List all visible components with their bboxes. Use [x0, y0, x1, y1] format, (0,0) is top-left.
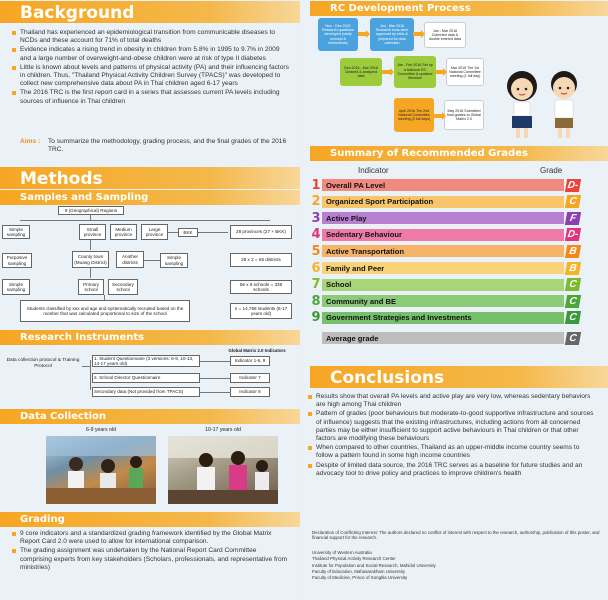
secondary-data-box: Secondary data (Not provided from TPACS)	[92, 387, 200, 397]
grade-letter: D-	[566, 179, 580, 191]
conclusions-header	[310, 366, 608, 388]
list-item: 9 core indicators and a standardized grading framework identified by the Global Matrix Report Card 2.0 were used to allow for international comparison.	[20, 530, 290, 546]
grade-letter: B	[565, 245, 581, 258]
list-item: When compared to other countries, Thailand as an upper-middle income country seems to follow a pattern found in some high income countries	[316, 444, 598, 460]
grade-letter: C	[565, 295, 581, 308]
aims-label: Aims :	[20, 138, 41, 145]
grading-title: Grading	[20, 514, 65, 525]
global-matrix-title: Global Matrix 2.0 Indicators	[228, 348, 286, 353]
grade-row	[310, 228, 580, 242]
indicator-number: 1	[311, 177, 321, 193]
background-title: Background	[20, 3, 135, 23]
grade-row	[310, 278, 580, 292]
affiliation: Thailand Physical Activity Research Center	[312, 556, 396, 562]
average-grade-row	[310, 331, 580, 345]
indicator-number: 3	[311, 210, 321, 226]
student-questionnaire-box: 1. Student Questionnaire (3 versions: 6-9, 10-13, 14-17 years old)	[92, 355, 200, 367]
another-districts-box: Another districts	[116, 251, 144, 268]
list-item: Pattern of grades (poor behaviours but moderate-to-good supportive infrastructure and sources of influence) suggests that the existing infrastructures, including actions from all concerned parties may be either insufficient to support active behaviours in Thai children or that other factors are modifying these behaviours	[316, 410, 598, 443]
grading-header	[0, 512, 300, 527]
affiliation: Institute for Population and Social Research, Mahidol University	[312, 562, 436, 568]
children-illustration	[494, 62, 594, 142]
step-bubble: Nov - Dec 2015 Research questions developed (study concept & instruments)	[318, 18, 358, 51]
indicator-label: School	[322, 279, 564, 291]
list-item: Little is known about levels and patterns of physical activity (PA) and their influencing factors in children. Thus, "Thailand Physical Activity Children Survey (TPACS)" was developed to collect new comprehensive data about PA in Thai children aged 6-17 years	[20, 63, 289, 88]
indicator-label: Overall PA Level	[322, 179, 564, 191]
secondary-school-box: Secondary school	[108, 279, 138, 295]
indicator-number: 4	[311, 227, 321, 243]
indicator-7-box: Indicator 7	[230, 373, 270, 383]
indicator-label: Organized Sport Participation	[322, 196, 564, 208]
grade-column-header: Grade	[540, 166, 563, 175]
simple-sampling-2-box: Simple sampling	[160, 253, 188, 268]
step-bubble: Jan - Mar 2016 Collected data & double entered data	[424, 22, 466, 48]
photo-students-icon	[168, 436, 278, 504]
affiliation: Faculty of Medicine, Prince of Songkla University	[312, 575, 408, 581]
step-bubble: April 2016 The 2nd National Committee meeting (2 full days)	[394, 98, 434, 132]
data-collection-title: Data Collection	[20, 411, 107, 422]
simple-sampling-box: Simple sampling	[2, 225, 30, 239]
indicator-label: Family and Peer	[322, 262, 564, 274]
grade-row	[310, 294, 580, 308]
students-n-box: n = 14,768 students (6-17 years old)	[230, 303, 292, 319]
indicator-number: 6	[311, 260, 321, 276]
indicator-label: Active Transportation	[322, 245, 564, 257]
indicator-number: 9	[311, 310, 321, 326]
indicator-8-box: Indicator 8	[230, 387, 270, 397]
conclusions-bullets	[296, 393, 608, 479]
affiliation: Faculty of Education, Mahasarakham University	[312, 568, 405, 574]
background-header	[0, 1, 300, 23]
photo-children-icon	[46, 436, 156, 504]
grade-letter: B	[565, 262, 581, 275]
grade-row	[310, 211, 580, 225]
aims	[20, 138, 300, 154]
average-label: Average grade	[322, 332, 564, 344]
rc-development-header	[310, 1, 608, 16]
grade-letter: C	[565, 195, 581, 208]
step-bubble: Jan - Mar 2016 Research tools were approved by ethic & prepared for data collection	[370, 18, 414, 51]
arrow-right-icon	[435, 68, 447, 76]
step-bubble: May 2016 Submitted final grades to Global Matrix 2.0	[444, 100, 484, 130]
girl-icon	[507, 71, 537, 138]
conclusions-title: Conclusions	[330, 368, 445, 388]
purposive-sampling-box: Purposive sampling	[2, 253, 32, 268]
left-column	[0, 0, 300, 600]
regions-box: 9 (Geographical) Regions	[58, 206, 124, 215]
affiliation: University of Western Australia	[312, 550, 372, 555]
indicator-column-header: Indicator	[358, 166, 389, 175]
grade-row	[310, 178, 580, 192]
indicator-number: 2	[311, 194, 321, 210]
methods-title: Methods	[20, 169, 103, 189]
primary-school-box: Primary school	[78, 279, 104, 295]
average-grade-letter: C	[565, 332, 581, 345]
indicator-1-box: Indicator 1-6, 9	[230, 356, 270, 366]
grade-row	[310, 311, 580, 325]
instruments-diagram	[0, 346, 300, 406]
list-item: Despite of limited data source, the 2016 TRC serves as a baseline for future studies and an advocacy tool to drive policy and practices to improve children's health	[316, 462, 598, 478]
arrow-right-icon	[434, 112, 446, 120]
background-bullets	[0, 29, 300, 107]
students-desc-box: Students classified by sex and age and systematically recruited based on the number that was calculated proportional to size of the school	[20, 300, 190, 322]
boy-icon	[551, 71, 577, 138]
schools-box: 56 x 6 schools = 336 schools	[230, 280, 292, 294]
indicator-label: Government Strategies and Investments	[322, 312, 564, 324]
grade-letter: C	[565, 311, 581, 324]
medium-province-box: Medium province	[110, 224, 137, 240]
grade-row	[310, 261, 580, 275]
arrow-right-icon	[358, 30, 370, 38]
grade-letter: D-	[566, 229, 580, 241]
grade-row	[310, 195, 580, 209]
grading-bullets	[0, 530, 300, 573]
grade-letter: F	[565, 212, 581, 225]
districts-box: 28 x 2 = 56 districts	[230, 253, 292, 267]
small-province-box: Small province	[79, 224, 106, 240]
step-bubble: Jan - Feb 2016 Set up a National RC Committee & updated literature	[394, 56, 436, 88]
samples-header	[0, 190, 300, 205]
sampling-diagram	[0, 206, 300, 316]
photo-older-students	[168, 436, 278, 504]
affiliations	[312, 550, 602, 581]
simple-sampling-3-box: Simple sampling	[2, 279, 30, 295]
rc-development-title: RC Development Process	[330, 3, 471, 14]
provinces-box: 28 provinces (27 + BKK)	[230, 225, 292, 239]
photo-label-younger: 6-9 years old	[86, 427, 116, 433]
instruments-title: Research Instruments	[20, 332, 145, 343]
indicator-label: Active Play	[322, 212, 564, 224]
grade-letter: C	[565, 278, 581, 291]
summary-header	[310, 146, 608, 161]
instruments-header	[0, 330, 300, 345]
list-item: Results show that overall PA levels and active play are very low, whereas sedentary behaviors are high among Thai children	[316, 393, 598, 409]
samples-title: Samples and Sampling	[20, 192, 149, 203]
bkk-box: BKK	[178, 228, 198, 237]
grade-row	[310, 244, 580, 258]
arrow-right-icon	[413, 30, 425, 38]
protocol-text: Data collection protocol & Training Protocol	[6, 358, 80, 369]
indicator-label: Sedentary Behaviour	[322, 229, 564, 241]
list-item: The 2016 TRC is the first report card in a series that assesses current PA levels including sources of influence in Thai children	[20, 89, 290, 105]
photo-younger-students	[46, 436, 156, 504]
aims-text: To summarize the methodology, grading process, and the final grades of the 2016 TRC.	[48, 138, 287, 154]
summary-title: Summary of Recommended Grades	[330, 148, 528, 159]
photo-label-older: 10-17 years old	[205, 427, 241, 433]
list-item: Evidence indicates a rising trend in obesity in children from 5.8% in 1995 to 9.7% in 2009 and a large number of overweight-and-obese children were at risk of type II diabetes	[20, 46, 290, 62]
indicator-number: 5	[311, 243, 321, 259]
data-collection-header	[0, 409, 300, 424]
indicator-number: 7	[311, 277, 321, 293]
director-questionnaire-box: 2. School Director Questionnaire	[92, 373, 200, 383]
step-bubble: Dec 2016 - Mar 2016 Cleaned & analyzed data	[340, 58, 382, 86]
list-item: The grading assignment was undertaken by the National Report Card Committee comprising experts from key stakeholders (Scholars, professionals, and representative from ministries)	[20, 547, 290, 572]
step-bubble: Mar 2016 The 1st National Committee meeting (1 full day)	[446, 58, 484, 86]
large-province-box: Large province	[141, 224, 168, 240]
conflict-statement: Declaration of Conflicting Interest: The authors declared no conflict of interest with respect to the research, authorship, publication of this poster, and financial support for the research.	[312, 530, 600, 541]
list-item: Thailand has experienced an epidemiological transition from communicable diseases to NCDs and these account for 71% of total deaths	[20, 29, 290, 45]
county-town-box: County town (Muang District)	[72, 251, 109, 268]
arrow-right-icon	[382, 68, 394, 76]
indicator-label: Community and BE	[322, 295, 564, 307]
indicator-number: 8	[311, 293, 321, 309]
methods-header	[0, 167, 300, 189]
